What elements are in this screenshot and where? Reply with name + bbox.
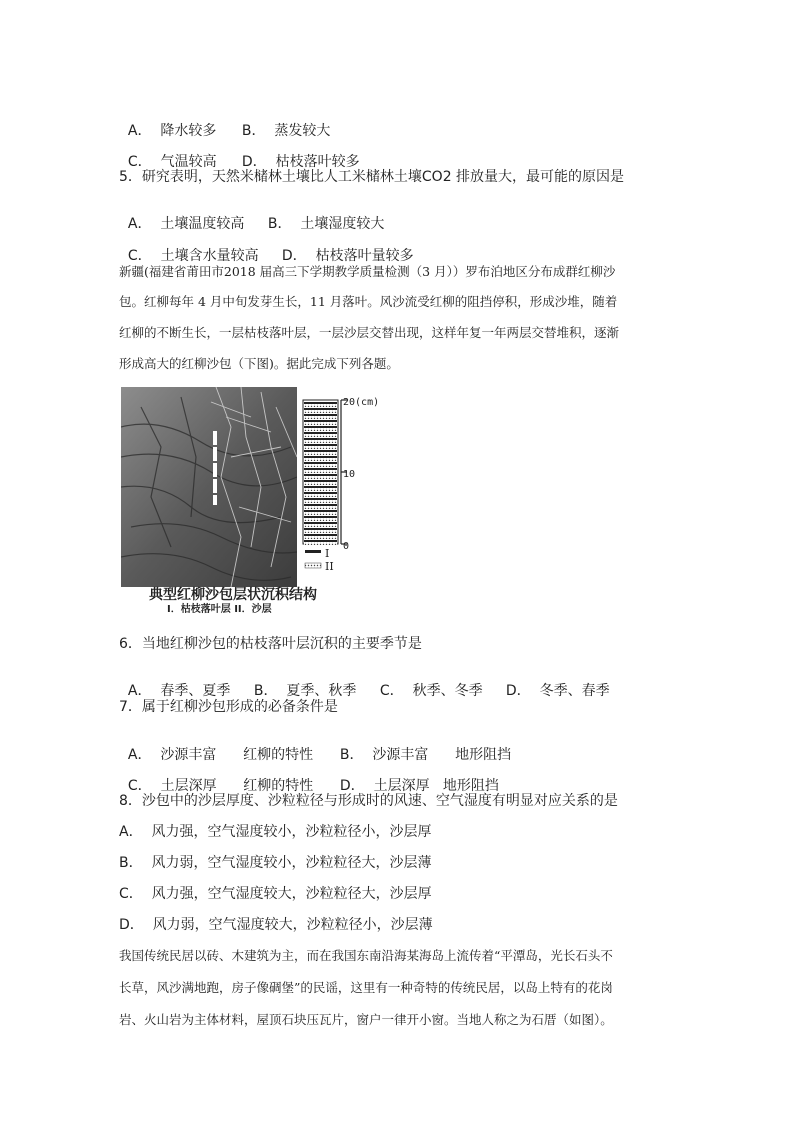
q6-option-a: A． 春季、夏季 <box>127 683 231 699</box>
q7-option-b: B． 沙源丰富 地形阻挡 <box>339 747 512 763</box>
q8-option-d: D． 风力弱，空气湿度较大，沙粒粒径小，沙层薄 <box>119 917 433 933</box>
q5-option-b: B． 土壤湿度较大 <box>267 216 385 232</box>
scale-label-bottom: 0 <box>343 541 350 552</box>
q6-option-d: D． 冬季、春季 <box>505 683 610 699</box>
q5-stem: 5．研究表明，天然米槠林土壤比人工米槠林土壤CO2 排放量大，最可能的原因是 <box>119 169 625 185</box>
q5-option-a: A． 土壤温度较高 <box>127 216 245 232</box>
legend-mark-1: I <box>325 547 330 560</box>
passage2-line1: 我国传统民居以砖、木建筑为主，而在我国东南沿海某海岛上流传着“平潭岛，光长石头不 <box>119 948 613 963</box>
legend-mark-2: II <box>325 560 334 573</box>
q4-option-b: B． 蒸发较大 <box>241 123 331 139</box>
legend-swatch-litter <box>305 550 321 553</box>
q4-option-c: C． 气温较高 <box>127 154 217 170</box>
q4-option-a: A． 降水较多 <box>127 123 217 139</box>
q5-option-c: C． 土壤含水量较高 <box>127 248 259 264</box>
scale-label-mid: 10 <box>343 469 356 480</box>
q8-option-a: A． 风力强，空气湿度较小，沙粒粒径小，沙层厚 <box>119 824 432 840</box>
q6-options <box>119 664 610 700</box>
q7-option-d: D． 土层深厚 地形阻挡 <box>339 778 499 794</box>
q5-option-d: D． 枯枝落叶量较多 <box>281 248 414 264</box>
q7-option-c: C． 土层深厚 红柳的特性 <box>127 778 314 794</box>
figure-caption: 典型红柳沙包层状沉积结构 <box>149 587 317 603</box>
passage1-line1: 新疆(福建省莆田市2018 届高三下学期教学质量检测（3 月））罗布泊地区分布成群红柳沙 <box>119 264 616 279</box>
passage2-line2: 长草，风沙满地跑，房子像碉堡”的民谣，这里有一种奇特的传统民居，以岛上特有的花岗 <box>119 980 613 995</box>
q8-stem: 8．沙包中的沙层厚度、沙粒粒径与形成时的风速、空气湿度有明显对应关系的是 <box>119 793 618 809</box>
passage1-line4: 形成高大的红柳沙包（下图)。据此完成下列各题。 <box>119 356 399 371</box>
q8-option-b: B． 风力弱，空气湿度较小，沙粒粒径大，沙层薄 <box>119 855 432 871</box>
q8-option-c: C． 风力强，空气湿度较大，沙粒粒径大，沙层厚 <box>119 886 432 902</box>
legend-swatch-sand <box>305 563 321 568</box>
q5-options-row2 <box>119 229 414 265</box>
q7-option-a: A． 沙源丰富 红柳的特性 <box>127 747 314 763</box>
q7-stem: 7．属于红柳沙包形成的必备条件是 <box>119 699 338 715</box>
figure-legend-line: I．枯枝落叶层 II．沙层 <box>167 604 272 615</box>
layer-column <box>303 400 338 545</box>
scale-label-top: 20(cm) <box>343 397 380 408</box>
red-willow-figure-graphic <box>121 387 389 615</box>
q6-option-c: C． 秋季、冬季 <box>379 683 483 699</box>
q5-options-row1 <box>119 197 384 233</box>
q6-option-b: B． 夏季、秋季 <box>253 683 357 699</box>
q6-stem: 6．当地红柳沙包的枯枝落叶层沉积的主要季节是 <box>119 636 422 652</box>
red-willow-figure <box>121 387 389 615</box>
passage1-line2: 包。红柳每年 4 月中旬发芽生长，11 月落叶。风沙流受红柳的阻挡停积，形成沙堆，随着 <box>119 294 618 309</box>
passage2-line3: 岩、火山岩为主体材料，屋顶石块压瓦片，窗户一律开小窗。当地人称之为石厝（如图）。 <box>119 1012 613 1027</box>
q4-option-d: D． 枯枝落叶较多 <box>241 154 360 170</box>
passage1-line3: 红柳的不断生长，一层枯枝落叶层，一层沙层交替出现，这样年复一年两层交替堆积，逐渐 <box>119 325 620 340</box>
